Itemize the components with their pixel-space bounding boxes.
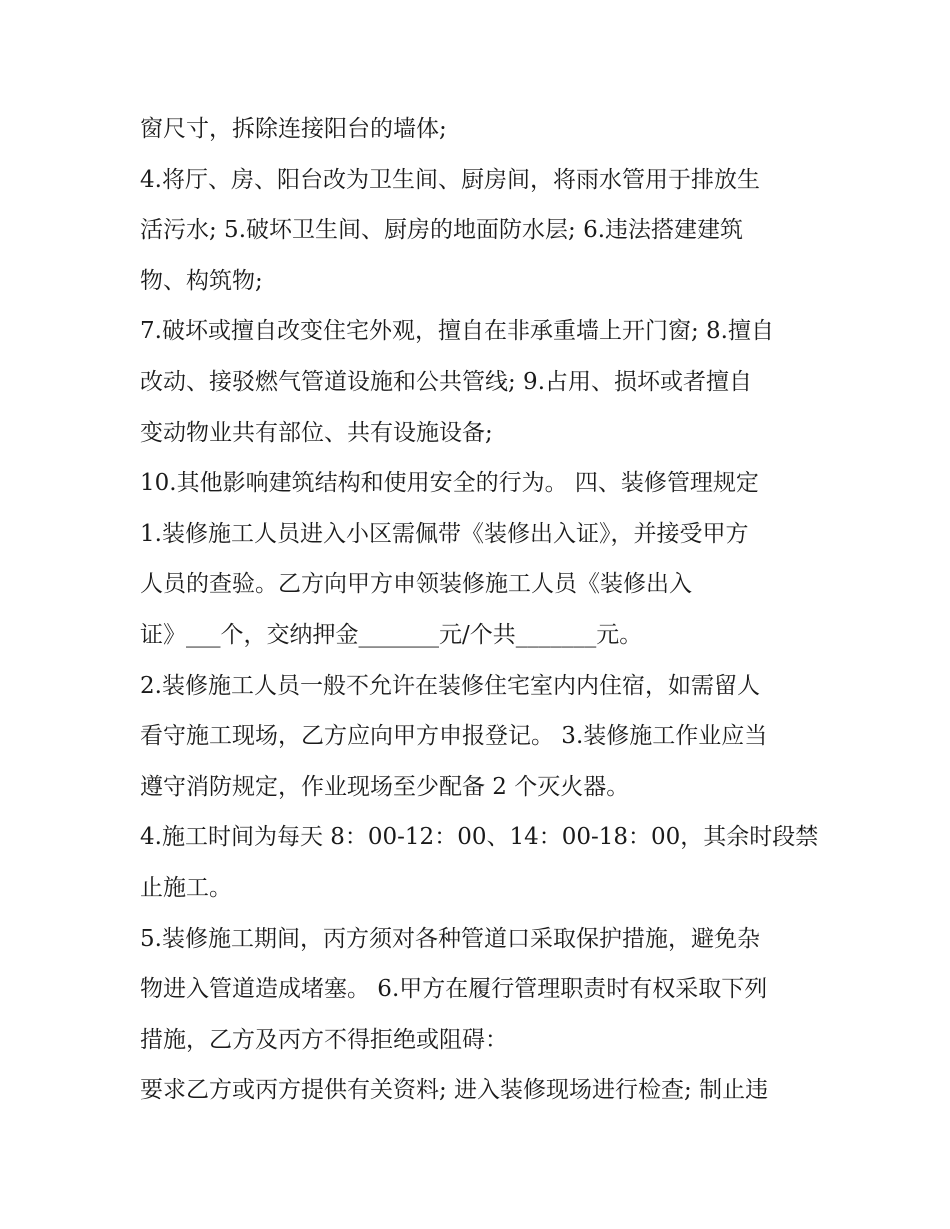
text-line: 活污水; 5.破坏卫生间、厨房的地面防水层; 6.违法搭建建筑 bbox=[140, 217, 744, 244]
text-line: 7.破坏或擅自改变住宅外观，擅自在非承重墙上开门窗; 8.擅自 bbox=[140, 318, 774, 345]
document-body bbox=[140, 104, 820, 1116]
text-line: 止施工。 bbox=[140, 874, 232, 901]
text-line: 物进入管道造成堵塞。 6.甲方在履行管理职责时有权采取下列 bbox=[140, 976, 768, 1003]
text-line: 要求乙方或丙方提供有关资料; 进入装修现场进行检查; 制止违 bbox=[140, 1077, 769, 1104]
text-line: 变动物业共有部位、共有设施设备; bbox=[140, 419, 493, 446]
text-line: 证》___个，交纳押金_______元/个共_______元。 bbox=[140, 621, 643, 648]
text-line: 人员的查验。乙方向甲方申领装修施工人员《装修出入 bbox=[140, 571, 692, 598]
text-line: 窗尺寸，拆除连接阳台的墙体; bbox=[140, 116, 447, 142]
text-line: 4.施工时间为每天 8：00-12：00、14：00-18：00，其余时段禁 bbox=[140, 824, 819, 851]
text-line: 10.其他影响建筑结构和使用安全的行为。 四、装修管理规定 bbox=[140, 470, 759, 497]
text-line: 4.将厅、房、阳台改为卫生间、厨房间，将雨水管用于排放生 bbox=[140, 166, 760, 193]
text-line: 2.装修施工人员一般不允许在装修住宅室内内住宿，如需留人 bbox=[140, 672, 760, 699]
text-line: 措施，乙方及丙方不得拒绝或阻碍： bbox=[140, 1026, 508, 1053]
text-line: 物、构筑物; bbox=[140, 267, 263, 294]
text-line: 1.装修施工人员进入小区需佩带《装修出入证》，并接受甲方 bbox=[140, 520, 749, 547]
text-line: 遵守消防规定，作业现场至少配备 2 个灭火器。 bbox=[140, 773, 630, 800]
text-line: 看守施工现场，乙方应向甲方申报登记。 3.装修施工作业应当 bbox=[140, 723, 768, 750]
text-line: 5.装修施工期间，丙方须对各种管道口采取保护措施，避免杂 bbox=[140, 925, 760, 952]
text-line: 改动、接驳燃气管道设施和公共管线; 9.占用、损坏或者擅自 bbox=[140, 368, 753, 395]
